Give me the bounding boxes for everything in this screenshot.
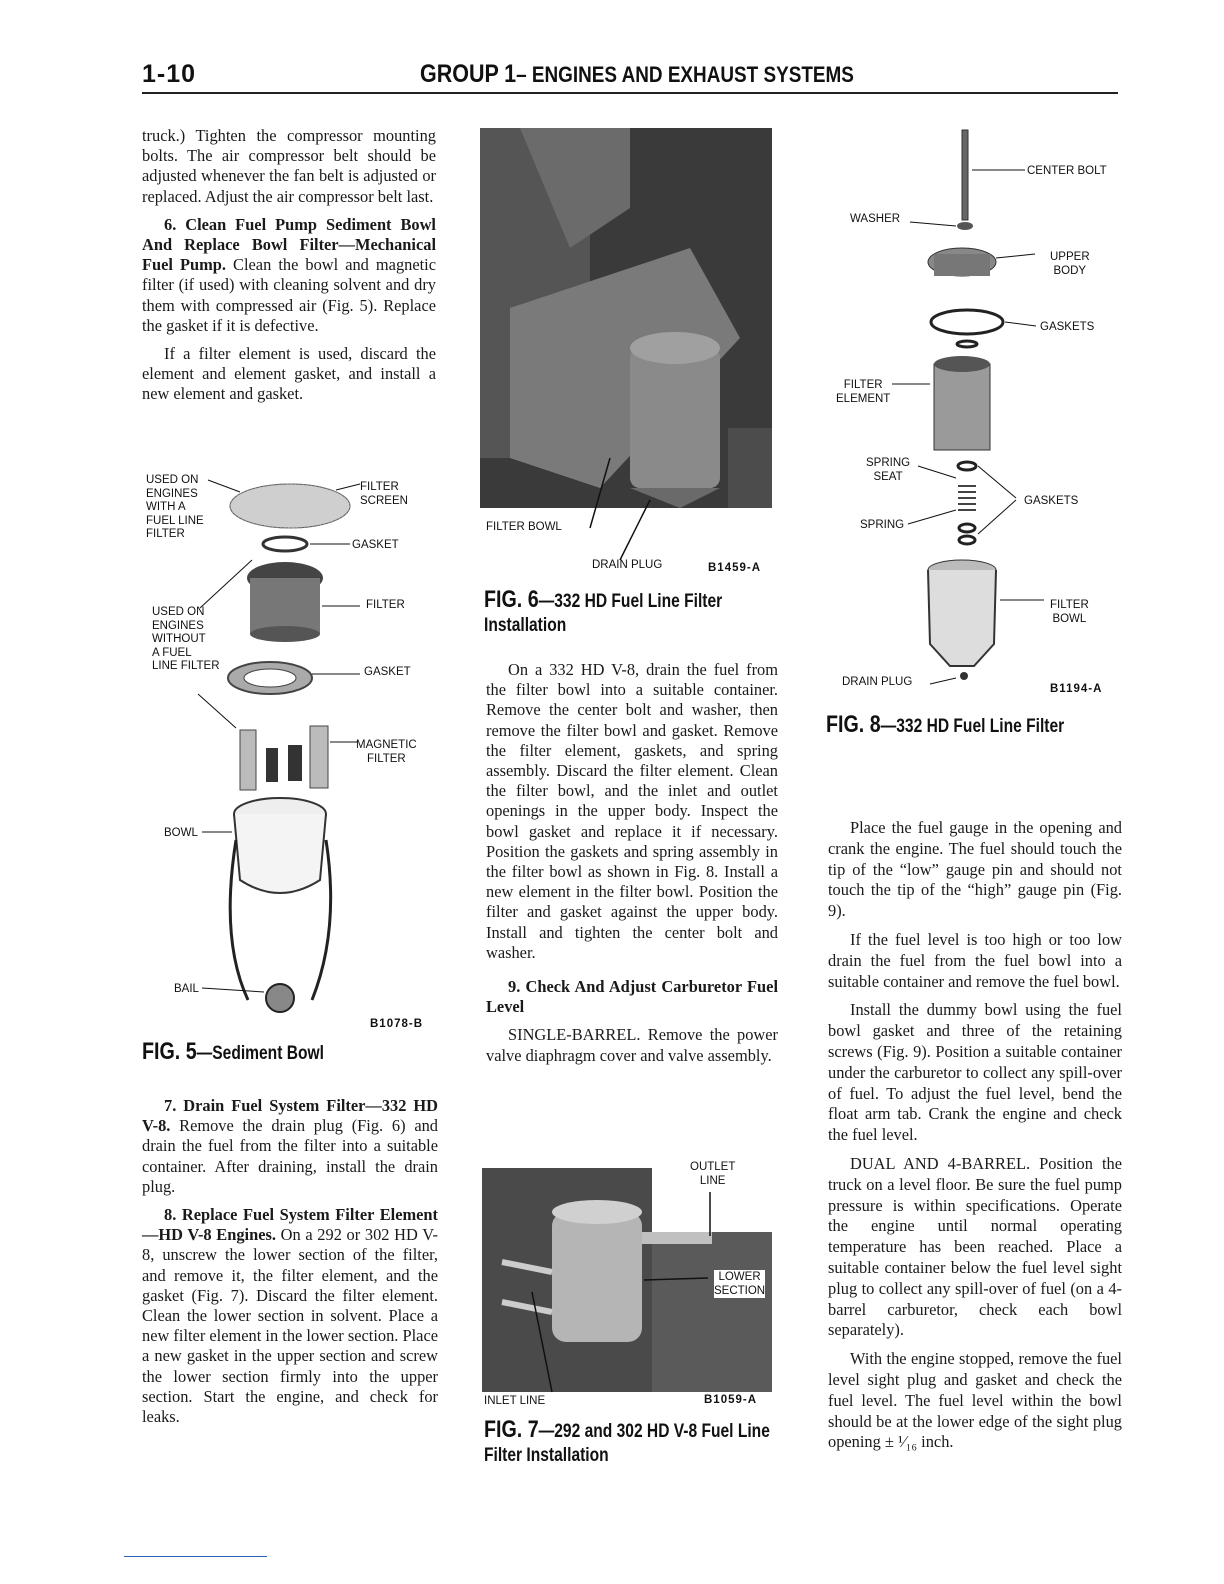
fig6-caption-number: FIG. 6 [484, 586, 539, 613]
fig7-caption-number: FIG. 7 [484, 1416, 539, 1443]
fig7-label-outlet-line: OUTLET LINE [690, 1161, 736, 1187]
leader-bail [202, 988, 264, 992]
col2-paragraph-3: SINGLE-BARREL. Remove the power valve diaphragm cover and valve assembly. [486, 1025, 778, 1065]
spring-seat-shape [958, 462, 976, 470]
label-bail: BAIL [174, 983, 199, 995]
col2-paragraph-2 [486, 977, 778, 1017]
fig8-label-spring: SPRING [860, 519, 905, 531]
column-1-top [142, 126, 436, 413]
col3-paragraph-1: Place the fuel gauge in the opening and crank the engine. The fuel should touch the tip of the “low” gauge pin and should not touch the tip of the “high” gauge pin (Fig. 9). [828, 818, 1122, 921]
bottom-link-line [124, 1556, 267, 1557]
leader-filter-screen [336, 484, 360, 490]
fig6-caption [484, 588, 763, 638]
fig8-leader-upper-body [996, 254, 1035, 258]
label-bowl: BOWL [164, 827, 198, 839]
filter-element-top [934, 356, 990, 372]
label-gasket-mid: GASKET [364, 666, 411, 678]
fig7-label-inlet-line: INLET LINE [484, 1395, 546, 1407]
fig8-label-spring-seat: SPRING SEAT [866, 457, 911, 483]
page-number: 1-10 [142, 60, 197, 88]
col1-paragraph-1: truck.) Tighten the compressor mounting bolts. The air compressor belt should be adjusted whenever the fan belt is adjusted or replaced. Adjust the air compressor belt last. [142, 126, 436, 206]
fig8-caption-number: FIG. 8 [826, 711, 881, 738]
fig7-photo [482, 1152, 772, 1412]
fig7-code: B1059-A [704, 1394, 758, 1406]
fig8-label-gaskets-top: GASKETS [1040, 321, 1095, 333]
fig7-caption [484, 1418, 771, 1468]
fig7-label-lower-section: LOWER SECTION [714, 1271, 766, 1297]
leader-used-on-without [200, 560, 252, 608]
fig6-filter-bowl [630, 348, 720, 488]
magnet-right [288, 745, 302, 781]
fig6-label-filter-bowl: FILTER BOWL [486, 521, 562, 533]
fig8-leader-drain-plug [930, 678, 956, 684]
gasket-mid-hole [244, 669, 296, 687]
col3-paragraph-5: With the engine stopped, remove the fuel level sight plug and gasket and check the fuel level. The fuel level within the bowl should be at the lower edge of the sight plug opening ± ¹⁄₁₆ inch. [828, 1349, 1122, 1452]
magnet-left [266, 748, 278, 782]
label-used-on-without: USED ON ENGINES WITHOUT A FUEL LINE FILTER [152, 606, 220, 672]
fig8-caption [826, 713, 1105, 739]
column-2 [486, 660, 778, 1074]
gasket-large-shape [931, 310, 1003, 334]
fig8-caption-text: —332 HD Fuel Line Filter [880, 716, 1065, 737]
col1-paragraph-2 [142, 215, 436, 336]
center-bolt-shape [962, 130, 968, 220]
col1-paragraph-3: If a filter element is used, discard the element and element gasket, and install a new element and gasket. [142, 344, 436, 404]
spring-shape [958, 486, 976, 510]
header-group-word: GROUP [420, 60, 499, 88]
fig8-leader-gaskets-mid-a [978, 466, 1016, 498]
fig7-canister-top [552, 1200, 642, 1224]
fig5-caption [142, 1040, 421, 1066]
leader-used-on-with [208, 480, 240, 492]
step-6-heading: 6. Clean Fuel Pump Sediment Bowl And Replace Bowl Filter—Mechanical Fuel Pump. [142, 214, 436, 275]
label-filter: FILTER [366, 599, 405, 611]
magnetic-plate-right [310, 726, 328, 788]
filter-element-shape [934, 364, 990, 450]
fig8-label-drain-plug: DRAIN PLUG [842, 676, 913, 688]
col2-paragraph-1: On a 332 HD V-8, drain the fuel from the filter bowl into a suitable container. Remove the center bolt and washer, then remove the filter bowl and gasket. Remove the filter element, gaskets, and spring assembly. Discard the filter element. Clean the filter bowl, and the inlet and outlet openings in the upper body. Inspect the bowl gasket and replace it if necessary. Position the gaskets and spring assembly in the filter bowl as shown in Fig. 8. Install a new element in the filter bowl. Position the filter and gasket against the upper body. Install and tighten the center bolt and washer. [486, 660, 778, 962]
fig5-code: B1078-B [370, 1018, 424, 1030]
fig7-filter-canister [552, 1212, 642, 1342]
fig8-label-center-bolt: CENTER BOLT [1027, 165, 1107, 177]
upper-body-block [934, 254, 990, 276]
fig5-caption-number: FIG. 5 [142, 1038, 197, 1065]
col3-paragraph-2: If the fuel level is too high or too low drain the fuel from the fuel bowl into a suitable container and remove the fuel bowl. [828, 929, 1122, 991]
step-7-text: Remove the drain plug (Fig. 6) and drain the fuel from the filter into a suitable container. After draining, install the drain plug. [142, 1116, 438, 1196]
fig5-caption-text: —Sediment Bowl [196, 1043, 324, 1064]
bail-screw [266, 984, 294, 1012]
fig8-label-filter-element: FILTER ELEMENT [836, 379, 891, 405]
header-rule [142, 92, 1118, 94]
running-header [420, 60, 854, 89]
label-used-on-with: USED ON ENGINES WITH A FUEL LINE FILTER [146, 474, 204, 540]
gasket-lower-2 [959, 536, 975, 544]
step-8-text: On a 292 or 302 HD V-8, unscrew the lower section of the filter, and remove it, the filter element, and the gasket (Fig. 7). Discard the filter element. Clean the lower section in solvent. Place a new filter element in the lower section. Place a new gasket in the upper section and screw the lower section firmly into the upper section. Start the engine, and check for leaks. [142, 1225, 438, 1427]
fig8-leader-washer [910, 222, 956, 226]
col3-paragraph-3: Install the dummy bowl using the fuel bowl gasket and three of the retaining screws (Fig. 9). Position a suitable container under the carburetor to collect any spill-over of fuel. To adjust the fuel level, bend the float arm tab. Crank the engine and check the fuel level. [828, 1000, 1122, 1145]
gasket-top-shape [263, 537, 307, 551]
filter-bowl-body [928, 570, 996, 666]
fig8-leader-gaskets-top [1005, 322, 1036, 326]
step-8-heading: 8. Replace Fuel System Filter Element—HD V-8 Engines. [142, 1205, 438, 1245]
col3-paragraph-4: DUAL AND 4-BARREL. Position the truck on a level floor. Be sure the fuel pump pressure is within specifications. Operate the engine until normal operating temperature has been reached. Place a suitable container below the fuel level sight plug to collect any spill-over of fuel (on a 4-barrel carburetor, check each bowl separately). [828, 1153, 1122, 1340]
bowl-body [234, 814, 326, 893]
step-7-heading: 7. Drain Fuel System Filter—332 HD V-8. [142, 1096, 438, 1136]
fig6-label-drain-plug: DRAIN PLUG [592, 559, 663, 571]
fig6-caption-text: —332 HD Fuel Line Filter Installation [484, 591, 723, 636]
fig7-outlet-pipe [642, 1232, 712, 1244]
col1-paragraph-5 [142, 1205, 438, 1427]
step-6-text: Clean the bowl and magnetic filter (if used) with cleaning solvent and dry them with compressed air (Fig. 5). Replace the gasket if it is defective. [142, 255, 436, 335]
fig6-filter-top [630, 332, 720, 364]
fig8-leader-spring-seat [918, 466, 956, 478]
filter-body-shape [250, 578, 320, 634]
label-gasket-top: GASKET [352, 539, 399, 551]
magnetic-plate-left [240, 730, 256, 790]
step-9-heading: 9. Check And Adjust Carburetor Fuel Level [486, 977, 778, 1017]
fig8-label-filter-bowl: FILTER BOWL [1050, 599, 1089, 625]
fig7-caption-text: —292 and 302 HD V-8 Fuel Line Filter Installation [484, 1421, 770, 1466]
header-group-num: 1 [504, 60, 517, 88]
fig8-leader-gaskets-mid-b [978, 500, 1016, 534]
fig6-photo [480, 128, 772, 578]
label-filter-screen: FILTER SCREEN [360, 481, 408, 507]
fig8-code: B1194-A [1050, 683, 1103, 695]
column-3 [828, 818, 1122, 1461]
column-1-bottom [142, 1096, 438, 1435]
fig7-bg-right [652, 1232, 772, 1392]
fig8-label-washer: WASHER [850, 213, 901, 225]
fig8-label-upper-body: UPPER BODY [1050, 251, 1090, 277]
header-group-rest: – ENGINES AND EXHAUST SYSTEMS [516, 62, 854, 87]
filter-bottom-shape [250, 626, 320, 642]
gasket-small-shape [957, 341, 977, 347]
fig8-leader-spring [908, 510, 956, 524]
washer-shape [957, 222, 973, 230]
fig6-photo-drawing [480, 128, 772, 578]
fig8-label-gaskets-mid: GASKETS [1024, 495, 1079, 507]
gasket-lower-1 [959, 524, 975, 532]
col1-paragraph-4 [142, 1096, 438, 1197]
leader-to-magnetic [198, 694, 236, 728]
drain-plug-shape [960, 672, 968, 680]
label-magnetic-filter: MAGNETIC FILTER [356, 739, 417, 765]
fig6-code: B1459-A [708, 562, 762, 574]
